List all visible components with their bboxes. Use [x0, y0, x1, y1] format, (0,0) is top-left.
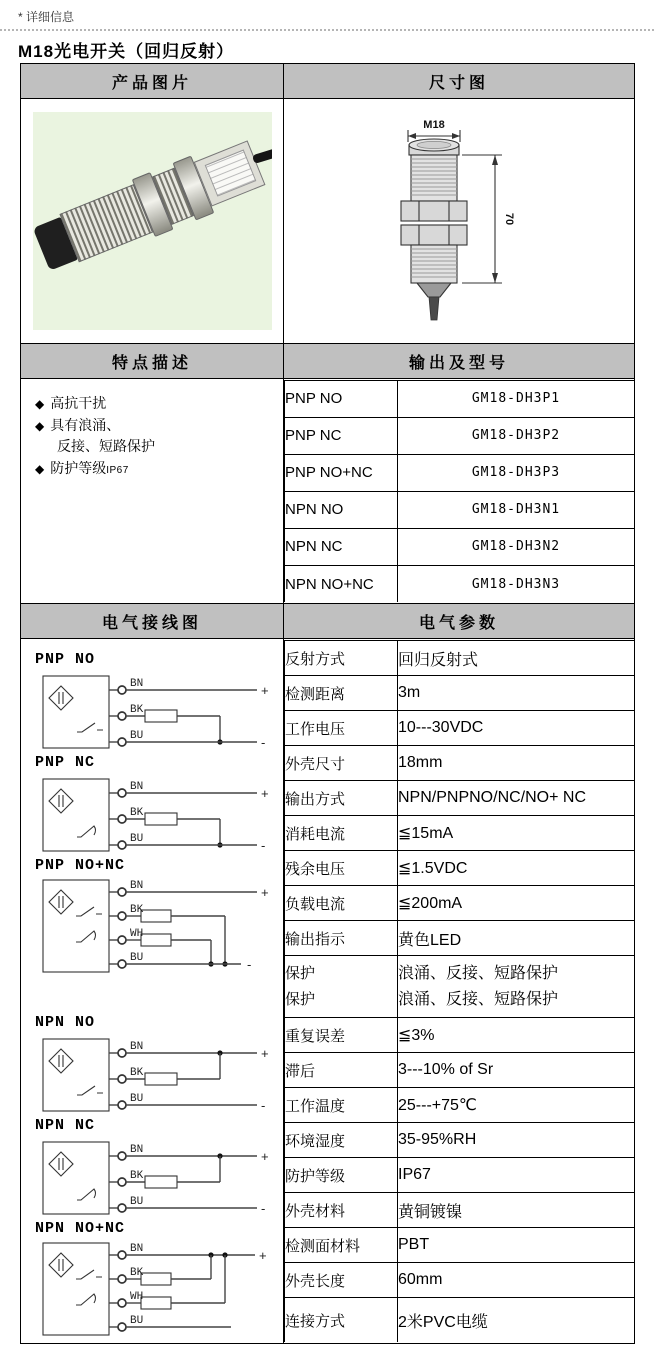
param-name: 输出方式	[285, 781, 398, 816]
output-type: PNP NO	[285, 380, 398, 417]
sensor-label	[204, 149, 256, 196]
sensor-illustration	[33, 112, 272, 278]
param-name: 外壳长度	[285, 1263, 398, 1298]
param-row	[285, 781, 635, 816]
param-name: 负载电流	[285, 886, 398, 921]
terminal-circle	[118, 912, 126, 920]
model-number: GM18-DH3P2	[398, 417, 635, 454]
terminal-circle	[118, 1299, 126, 1307]
minus-sign: -	[247, 957, 252, 972]
param-row	[285, 641, 635, 676]
sensor-symbol-icon	[49, 1152, 73, 1176]
param-name: 检测面材料	[285, 1228, 398, 1263]
no-contact-icon	[77, 723, 103, 732]
feature-item-continuation: 反接、短路保护	[57, 438, 155, 455]
output-model-row	[285, 528, 635, 565]
wire-label-bu: BU	[130, 952, 144, 964]
resistor-icon	[141, 1273, 171, 1285]
hex-nut-2	[401, 225, 467, 245]
sensor-symbol-icon	[49, 686, 73, 710]
param-name: 外壳材料	[285, 1193, 398, 1228]
sensor-box	[43, 1243, 109, 1335]
wiring-diagrams-cell	[21, 639, 284, 1344]
terminal-circle	[118, 1075, 126, 1083]
minus-sign: -	[261, 1098, 266, 1113]
wire-label-bn: BN	[130, 781, 144, 793]
terminal-circle	[118, 1251, 126, 1259]
features-cell	[21, 379, 284, 604]
terminal-circle	[118, 686, 126, 694]
header-wiring-diagram: 电气接线图	[21, 604, 284, 639]
output-models-cell	[284, 379, 635, 604]
diagram-title: NPN NC	[35, 1117, 96, 1134]
terminal-circle	[118, 1152, 126, 1160]
nc-contact-icon	[76, 931, 96, 942]
terminal-circle	[118, 1204, 126, 1212]
param-row	[285, 921, 635, 956]
wire-label-bk: BK	[130, 704, 144, 716]
output-model-row	[285, 491, 635, 528]
product-photo-cell	[21, 99, 284, 344]
terminal-circle	[118, 815, 126, 823]
param-row	[285, 1123, 635, 1158]
plus-sign: +	[261, 1046, 269, 1061]
param-value: 25---+75℃	[398, 1088, 635, 1123]
param-value: ≦15mA	[398, 816, 635, 851]
sensor-box	[43, 676, 109, 748]
param-row	[285, 886, 635, 921]
model-number: GM18-DH3N3	[398, 565, 635, 602]
output-type: PNP NO+NC	[285, 454, 398, 491]
terminal-circle	[118, 888, 126, 896]
terminal-circle	[118, 841, 126, 849]
param-value: 60mm	[398, 1263, 635, 1298]
wire-label-wh: WH	[130, 928, 144, 940]
resistor-icon	[145, 1176, 177, 1188]
param-name: 输出指示	[285, 921, 398, 956]
terminal-circle	[118, 1178, 126, 1186]
minus-sign: -	[261, 1201, 266, 1216]
sensor-symbol-icon	[49, 789, 73, 813]
terminal-circle	[118, 712, 126, 720]
param-name: 滞后	[285, 1053, 398, 1088]
diagram-title: PNP NC	[35, 754, 96, 771]
param-row	[285, 1053, 635, 1088]
param-row	[285, 711, 635, 746]
product-photo	[33, 112, 272, 330]
terminal-circle	[118, 1101, 126, 1109]
header-output-models: 输出及型号	[284, 344, 635, 379]
header-product-image: 产品图片	[21, 64, 284, 99]
wire-label-bu: BU	[130, 1093, 144, 1105]
param-name: 工作电压	[285, 711, 398, 746]
param-name: 环境湿度	[285, 1123, 398, 1158]
header-dimension-drawing: 尺寸图	[284, 64, 635, 99]
plus-sign: +	[261, 1149, 269, 1164]
sensor-symbol-icon	[49, 890, 73, 914]
wiring-diagram-pnp-nc	[33, 754, 283, 855]
no-contact-icon	[77, 1086, 103, 1095]
dimension-drawing	[374, 115, 544, 323]
wire-label-bk: BK	[130, 807, 144, 819]
sensor-tail-cone	[417, 283, 451, 297]
sensor-cable	[251, 126, 271, 164]
plus-sign: +	[259, 1248, 267, 1263]
plus-sign: +	[261, 683, 269, 698]
param-value: ≦1.5VDC	[398, 851, 635, 886]
param-name: 防护等级	[285, 1158, 398, 1193]
wire-label-bk: BK	[130, 904, 144, 916]
diamond-bullet-icon: ◆	[35, 462, 45, 477]
param-row-protection	[285, 956, 635, 1018]
resistor-icon	[141, 910, 171, 922]
electrical-params-cell	[284, 639, 635, 1344]
details-note: * 详细信息	[18, 10, 75, 24]
output-model-row	[285, 380, 635, 417]
resistor-icon	[145, 1073, 177, 1085]
sensor-box	[43, 1142, 109, 1214]
wire-label-bu: BU	[130, 730, 144, 742]
param-value: IP67	[398, 1158, 635, 1193]
spec-table	[20, 63, 635, 1344]
param-value: 黄色LED	[398, 921, 635, 956]
no-contact-icon	[76, 1270, 102, 1279]
wire-label-bk: BK	[130, 1067, 144, 1079]
param-value: NPN/PNPNO/NC/NO+ NC	[398, 781, 635, 816]
param-row	[285, 746, 635, 781]
minus-sign: -	[261, 838, 266, 853]
plus-sign: +	[261, 885, 269, 900]
wiring-diagram-npn-no-nc	[33, 1220, 283, 1341]
resistor-icon	[141, 1297, 171, 1309]
param-row	[285, 1263, 635, 1298]
page-title: M18光电开关（回归反射）	[18, 42, 235, 61]
sensor-symbol-icon	[49, 1049, 73, 1073]
terminal-circle	[118, 738, 126, 746]
wire-label-wh: WH	[130, 1291, 144, 1303]
terminal-circle	[118, 1275, 126, 1283]
diamond-bullet-icon: ◆	[35, 397, 45, 411]
param-name: 连接方式	[285, 1298, 398, 1342]
model-number: GM18-DH3N1	[398, 491, 635, 528]
param-value: ≦3%	[398, 1018, 635, 1053]
feature-item: ◆ 具有浪涌、	[35, 416, 121, 433]
wire-label-bn: BN	[130, 678, 144, 690]
param-value: 3m	[398, 676, 635, 711]
param-name: 反射方式	[285, 641, 398, 676]
output-type: NPN NC	[285, 528, 398, 565]
param-value: 10---30VDC	[398, 711, 635, 746]
param-name: 检测距离	[285, 676, 398, 711]
sensor-box	[43, 1039, 109, 1111]
param-row	[285, 1088, 635, 1123]
header-electrical-params: 电气参数	[284, 604, 635, 639]
diagram-title: PNP NO+NC	[35, 857, 126, 874]
output-type: PNP NC	[285, 417, 398, 454]
wire-label-bn: BN	[130, 1144, 144, 1156]
param-row	[285, 851, 635, 886]
header-features: 特点描述	[21, 344, 284, 379]
param-row	[285, 1298, 635, 1342]
wiring-diagram-npn-no	[33, 1014, 283, 1115]
wire-label-bn: BN	[130, 1041, 144, 1053]
param-value: PBT	[398, 1228, 635, 1263]
terminal-circle	[118, 789, 126, 797]
nc-contact-icon	[76, 1294, 96, 1305]
param-name: 重复误差	[285, 1018, 398, 1053]
model-number: GM18-DH3N2	[398, 528, 635, 565]
wire-label-bu: BU	[130, 1315, 144, 1327]
wire-label-bu: BU	[130, 833, 144, 845]
hex-nut-1	[401, 201, 467, 221]
minus-sign: -	[261, 735, 266, 750]
sensor-symbol-icon	[49, 1253, 73, 1277]
no-contact-icon	[76, 907, 102, 916]
nc-contact-icon	[77, 826, 96, 837]
param-value: 回归反射式	[398, 641, 635, 676]
param-name: 消耗电流	[285, 816, 398, 851]
diamond-bullet-icon: ◆	[35, 418, 45, 433]
param-row	[285, 676, 635, 711]
param-row	[285, 1158, 635, 1193]
sensor-box	[43, 779, 109, 851]
terminal-circle	[118, 1049, 126, 1057]
param-value: 浪涌、反接、短路保护 浪涌、反接、短路保护	[398, 956, 635, 1018]
model-number: GM18-DH3P3	[398, 454, 635, 491]
wire-label-bk: BK	[130, 1267, 144, 1279]
output-model-row	[285, 565, 635, 602]
resistor-icon	[145, 710, 177, 722]
param-row	[285, 1228, 635, 1263]
param-row	[285, 816, 635, 851]
diagram-title: NPN NO	[35, 1014, 96, 1031]
length-dimension-label: 70	[503, 212, 515, 225]
plus-sign: +	[261, 786, 269, 801]
param-name: 保护 保护	[285, 956, 398, 1018]
wire-label-bn: BN	[130, 1243, 144, 1255]
feature-item: ◆ 高抗干扰	[35, 395, 107, 411]
sensor-box	[43, 880, 109, 972]
param-value: 3---10% of Sr	[398, 1053, 635, 1088]
diagram-title: NPN NO+NC	[35, 1220, 126, 1237]
thread-size-label: M18	[423, 118, 445, 131]
electrical-params-table	[284, 640, 635, 1342]
output-type: NPN NO+NC	[285, 565, 398, 602]
param-name: 外壳尺寸	[285, 746, 398, 781]
dotted-separator	[0, 29, 654, 31]
param-value: 35-95%RH	[398, 1123, 635, 1158]
output-model-row	[285, 417, 635, 454]
wire-label-bn: BN	[130, 880, 144, 892]
resistor-icon	[145, 813, 177, 825]
param-name: 工作温度	[285, 1088, 398, 1123]
param-name: 残余电压	[285, 851, 398, 886]
output-type: NPN NO	[285, 491, 398, 528]
param-value: 18mm	[398, 746, 635, 781]
nc-contact-icon	[77, 1189, 96, 1200]
output-model-row	[285, 454, 635, 491]
wiring-diagram-npn-nc	[33, 1117, 283, 1218]
cable-drawing	[429, 297, 439, 320]
dimension-cell	[284, 99, 635, 344]
feature-item: ◆ 防护等级IP67	[35, 460, 129, 477]
wiring-diagram-pnp-no-nc	[33, 857, 283, 978]
terminal-circle	[118, 1323, 126, 1331]
wire-label-bk: BK	[130, 1170, 144, 1182]
output-models-table	[284, 380, 635, 603]
wiring-diagram-pnp-no	[33, 651, 283, 752]
wire-label-bu: BU	[130, 1196, 144, 1208]
terminal-circle	[118, 936, 126, 944]
param-row	[285, 1193, 635, 1228]
model-number: GM18-DH3P1	[398, 380, 635, 417]
param-value: 黄铜镀镍	[398, 1193, 635, 1228]
diagram-title: PNP NO	[35, 651, 96, 668]
terminal-circle	[118, 960, 126, 968]
param-row	[285, 1018, 635, 1053]
resistor-icon	[141, 934, 171, 946]
param-value: ≦200mA	[398, 886, 635, 921]
param-value: 2米PVC电缆	[398, 1298, 635, 1342]
